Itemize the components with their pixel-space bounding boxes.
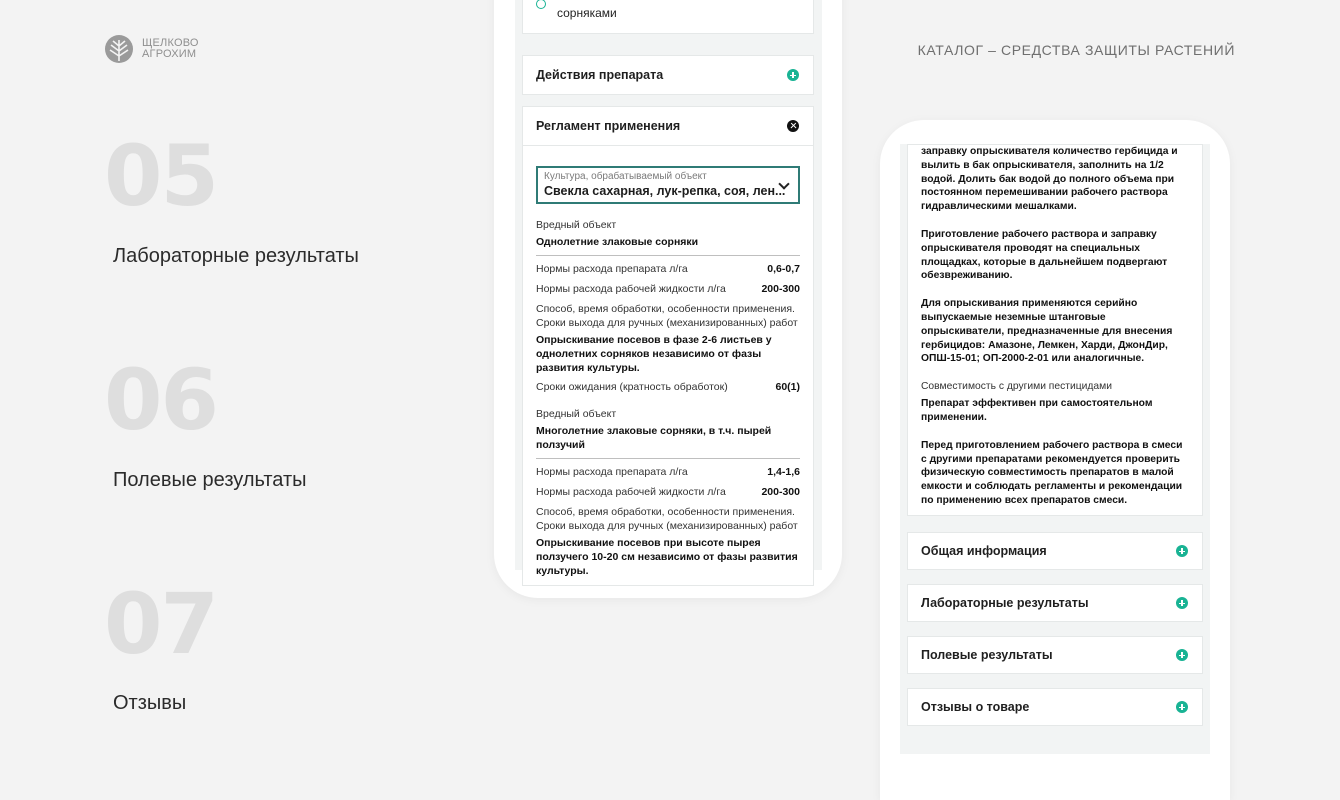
page-title: КАТАЛОГ – СРЕДСТВА ЗАЩИТЫ РАСТЕНИЙ	[917, 42, 1235, 58]
plus-icon[interactable]	[1176, 545, 1188, 557]
text-paragraph-2: Приготовление рабочего раствора и заправку опрыскивателя проводят на специальных площадках, которые в дальнейшем подвергают обезвреживанию.	[921, 228, 1168, 282]
close-icon[interactable]	[787, 120, 799, 132]
method-label: Способ, время обработки, особенности применения. Сроки выхода для ручных (механизированных) работ	[536, 303, 798, 329]
rate-row	[536, 465, 800, 479]
accordion-general-info[interactable]	[907, 532, 1203, 570]
rate-label: Нормы расхода препарата л/га	[536, 466, 688, 478]
accordion-lab-results[interactable]	[907, 584, 1203, 622]
harmful-object-value: Однолетние злаковые сорняки	[536, 236, 699, 248]
section-number-05: 05	[104, 127, 217, 225]
plus-icon[interactable]	[1176, 649, 1188, 661]
brand-name	[142, 38, 199, 60]
section-label-lab[interactable]: Лабораторные результаты	[113, 245, 359, 267]
compat-label: Совместимость с другими пестицидами	[921, 381, 1112, 393]
accordion-field-results[interactable]	[907, 636, 1203, 674]
reglament-spec-2	[523, 407, 813, 578]
wheat-logo-icon	[104, 34, 134, 64]
section-number-07: 07	[104, 575, 217, 673]
liquid-value: 200-300	[761, 486, 800, 498]
accordion-reglament[interactable]	[522, 106, 814, 586]
plus-icon[interactable]	[1176, 597, 1188, 609]
section-number-06: 06	[104, 351, 217, 449]
culture-select[interactable]	[536, 166, 800, 204]
culture-select-label: Культура, обрабатываемый объект	[544, 171, 707, 182]
section-label-field[interactable]: Полевые результаты	[113, 469, 307, 491]
method-value: Опрыскивание посевов в фазе 2-6 листьев у однолетних сорняков независимо от фазы развития культуры.	[536, 334, 772, 374]
text-paragraph-5: Перед приготовлением рабочего раствора в смеси с другими препаратами рекомендуется проверить физическую совместимость препаратов в малой емкости и соблюдать регламенты и рекомендации по применению всех препаратов смеси.	[921, 439, 1183, 506]
accordion-reviews[interactable]	[907, 688, 1203, 726]
plus-icon[interactable]	[1176, 701, 1188, 713]
wait-row	[536, 380, 800, 394]
option-card[interactable]	[522, 0, 814, 34]
application-text-card	[907, 144, 1203, 516]
harmful-object-value: Многолетние злаковые сорняки, в т.ч. пырей ползучий	[536, 425, 772, 451]
accordion-reglament-label: Регламент применения	[536, 119, 681, 133]
liquid-row	[536, 485, 800, 499]
liquid-value: 200-300	[761, 283, 800, 295]
harmful-object-label: Вредный объект	[536, 219, 617, 231]
section-label-reviews[interactable]: Отзывы	[113, 692, 187, 714]
liquid-label: Нормы расхода рабочей жидкости л/га	[536, 283, 726, 295]
divider	[536, 458, 800, 459]
culture-select-value: Свекла сахарная, лук-репка, соя, лен...	[544, 184, 786, 198]
option-text: сорняками	[557, 6, 617, 20]
plus-icon[interactable]	[787, 69, 799, 81]
rate-value: 1,4-1,6	[767, 466, 800, 478]
accordion-actions-label: Действия препарата	[536, 68, 664, 82]
reglament-spec-1	[523, 218, 813, 394]
liquid-row	[536, 282, 800, 296]
method-label: Способ, время обработки, особенности применения. Сроки выхода для ручных (механизированных) работ	[536, 506, 798, 532]
text-paragraph-3: Для опрыскивания применяются серийно выпускаемые неземные штанговые опрыскиватели, предназначенные для внесения гербицидов: Амазоне, Лемкен, Харди, ДжонДир, ОПШ-15-01; ОП-2000-2-01 или аналогичные.	[921, 298, 1173, 365]
rate-label: Нормы расхода препарата л/га	[536, 263, 688, 275]
wait-value: 60(1)	[775, 381, 800, 393]
brand-line1: ЩЕЛКОВО	[142, 37, 199, 49]
text-paragraph-4: Препарат эффективен при самостоятельном применении.	[921, 398, 1153, 423]
accordion-label: Лабораторные результаты	[921, 596, 1089, 610]
brand-logo[interactable]	[104, 34, 199, 64]
rate-value: 0,6-0,7	[767, 263, 800, 275]
brand-line2: АГРОХИМ	[142, 48, 197, 60]
phone-screen-right[interactable]	[900, 144, 1210, 754]
wait-label: Сроки ожидания (кратность обработок)	[536, 381, 728, 393]
phone-screen-left[interactable]	[515, 0, 822, 577]
divider	[536, 255, 800, 256]
accordion-label: Отзывы о товаре	[921, 700, 1030, 714]
accordion-label: Полевые результаты	[921, 648, 1053, 662]
rate-row	[536, 262, 800, 276]
method-value: Опрыскивание посевов при высоте пырея ползучего 10-20 см независимо от фазы развития культуры.	[536, 537, 798, 577]
radio-icon[interactable]	[536, 0, 546, 9]
liquid-label: Нормы расхода рабочей жидкости л/га	[536, 486, 726, 498]
accordion-actions[interactable]	[522, 55, 814, 95]
text-paragraph-1: заправку опрыскивателя количество гербицида и вылить в бак опрыскивателя, заполнить на 1/2 водой. Долить бак водой до полного объема при постоянном перемешивании рабочего раствора гидравлическими мешалками.	[921, 146, 1178, 213]
harmful-object-label: Вредный объект	[536, 408, 617, 420]
accordion-label: Общая информация	[921, 544, 1047, 558]
